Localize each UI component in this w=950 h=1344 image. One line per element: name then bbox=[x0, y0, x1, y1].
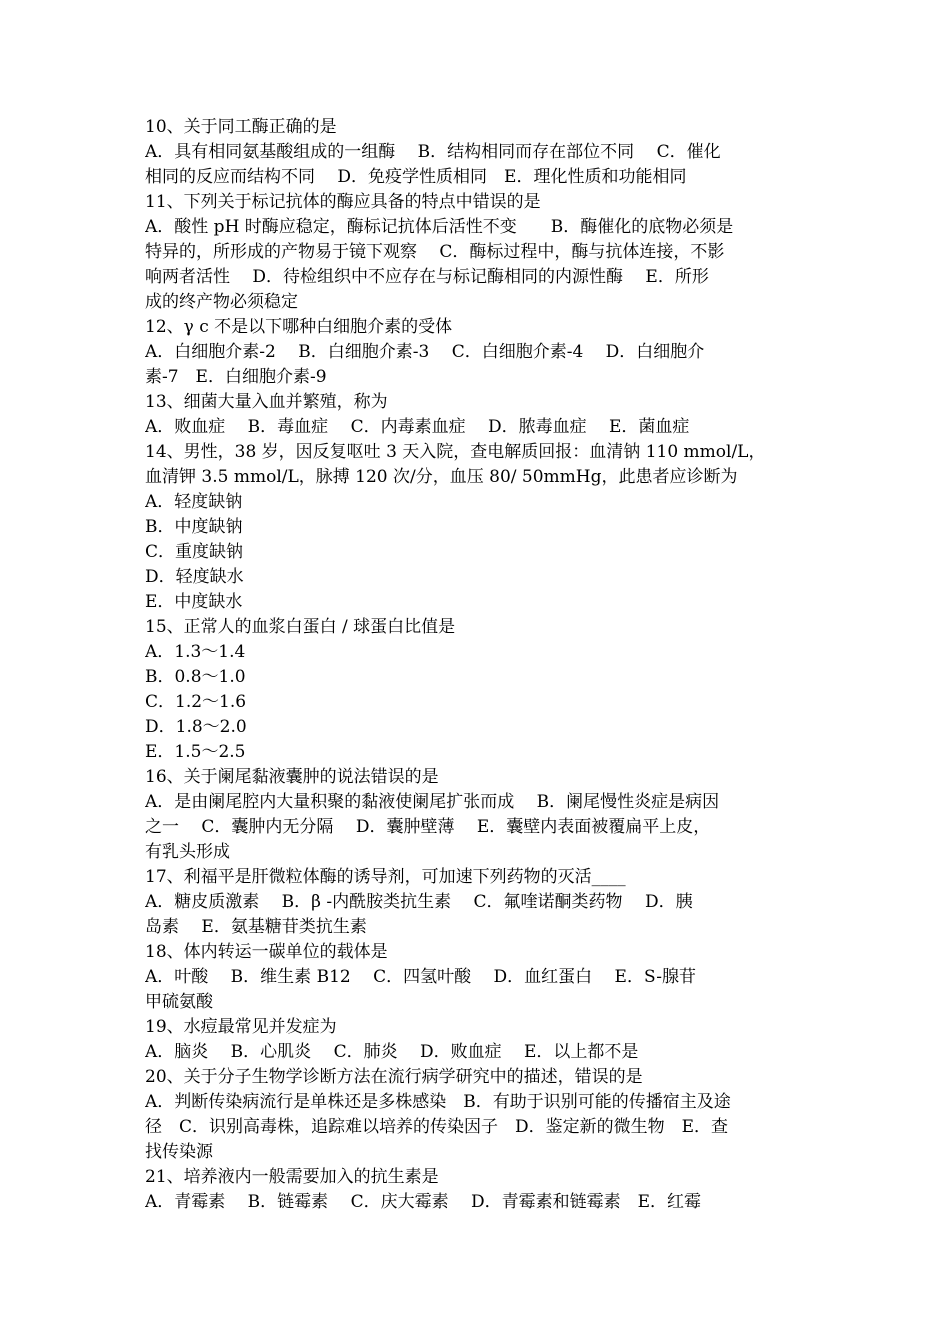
text-line: 10、关于同工酶正确的是 bbox=[145, 117, 337, 137]
text-line: 17、利福平是肝微粒体酶的诱导剂，可加速下列药物的灭活____ bbox=[145, 867, 626, 887]
text-line: D．1.8～2.0 bbox=[145, 717, 247, 737]
text-line: A．具有相同氨基酸组成的一组酶 B．结构相同而存在部位不同 C．催化 bbox=[145, 142, 721, 162]
text-line: A．青霉素 B．链霉素 C．庆大霉素 D．青霉素和链霉素 E．红霉 bbox=[145, 1192, 702, 1212]
text-line: A．轻度缺钠 bbox=[145, 492, 243, 512]
text-line: 甲硫氨酸 bbox=[145, 992, 213, 1012]
text-line: 20、关于分子生物学诊断方法在流行病学研究中的描述，错误的是 bbox=[145, 1067, 643, 1087]
text-line: 16、关于阑尾黏液囊肿的说法错误的是 bbox=[145, 767, 439, 787]
text-line: 有乳头形成 bbox=[145, 842, 230, 862]
text-line: A．叶酸 B．维生素 B12 C．四氢叶酸 D．血红蛋白 E．S-腺苷 bbox=[145, 967, 696, 987]
text-line: 素-7 E．白细胞介素-9 bbox=[145, 367, 327, 387]
text-line: 相同的反应而结构不同 D．免疫学性质相同 E．理化性质和功能相同 bbox=[145, 167, 687, 187]
text-line: B．中度缺钠 bbox=[145, 517, 243, 537]
text-line: 15、正常人的血浆白蛋白 / 球蛋白比值是 bbox=[145, 617, 456, 637]
text-line: A．白细胞介素-2 B．白细胞介素-3 C．白细胞介素-4 D．白细胞介 bbox=[145, 342, 705, 362]
text-line: A．糖皮质激素 B．β -内酰胺类抗生素 C．氟喹诺酮类药物 D．胰 bbox=[145, 892, 693, 912]
text-line: 12、γ c 不是以下哪种白细胞介素的受体 bbox=[145, 317, 453, 337]
text-line: D．轻度缺水 bbox=[145, 567, 244, 587]
text-line: 21、培养液内一般需要加入的抗生素是 bbox=[145, 1167, 439, 1187]
text-line: 特异的，所形成的产物易于镜下观察 C．酶标过程中，酶与抗体连接，不影 bbox=[145, 242, 725, 262]
document-body bbox=[145, 115, 807, 1215]
text-line: 11、下列关于标记抗体的酶应具备的特点中错误的是 bbox=[145, 192, 541, 212]
text-line: A．酸性 pH 时酶应稳定，酶标记抗体后活性不变 B．酶催化的底物必须是 bbox=[145, 217, 734, 237]
text-line: 19、水痘最常见并发症为 bbox=[145, 1017, 337, 1037]
text-line: 13、细菌大量入血并繁殖，称为 bbox=[145, 392, 388, 412]
text-line: C．1.2～1.6 bbox=[145, 692, 247, 712]
text-line: A．败血症 B．毒血症 C．内毒素血症 D．脓毒血症 E．菌血症 bbox=[145, 417, 690, 437]
text-line: 14、男性，38 岁，因反复呕吐 3 天入院，查电解质回报：血清钠 110 mmol/L， bbox=[145, 442, 766, 462]
text-line: E．中度缺水 bbox=[145, 592, 243, 612]
text-line: 血清钾 3.5 mmol/L，脉搏 120 次/分，血压 80/ 50mmHg，此患者应诊断为 bbox=[145, 467, 738, 487]
text-line: A．是由阑尾腔内大量积聚的黏液使阑尾扩张而成 B．阑尾慢性炎症是病因 bbox=[145, 792, 720, 812]
text-line: C．重度缺钠 bbox=[145, 542, 244, 562]
text-line: 之一 C．囊肿内无分隔 D．囊肿壁薄 E．囊壁内表面被覆扁平上皮， bbox=[145, 817, 711, 837]
text-line: B．0.8～1.0 bbox=[145, 667, 246, 687]
text-line: E．1.5～2.5 bbox=[145, 742, 246, 762]
text-line: 岛素 E．氨基糖苷类抗生素 bbox=[145, 917, 367, 937]
text-line: 18、体内转运一碳单位的载体是 bbox=[145, 942, 388, 962]
text-line: 成的终产物必须稳定 bbox=[145, 292, 298, 312]
text-line: 找传染源 bbox=[145, 1142, 213, 1162]
text-line: A．判断传染病流行是单株还是多株感染 B．有助于识别可能的传播宿主及途 bbox=[145, 1092, 731, 1112]
text-line: 径 C．识别高毒株，追踪难以培养的传染因子 D．鉴定新的微生物 E．查 bbox=[145, 1117, 729, 1137]
text-line: A．脑炎 B．心肌炎 C．肺炎 D．败血症 E．以上都不是 bbox=[145, 1042, 639, 1062]
text-line: A．1.3～1.4 bbox=[145, 642, 246, 662]
text-line: 响两者活性 D．待检组织中不应存在与标记酶相同的内源性酶 E．所形 bbox=[145, 267, 709, 287]
